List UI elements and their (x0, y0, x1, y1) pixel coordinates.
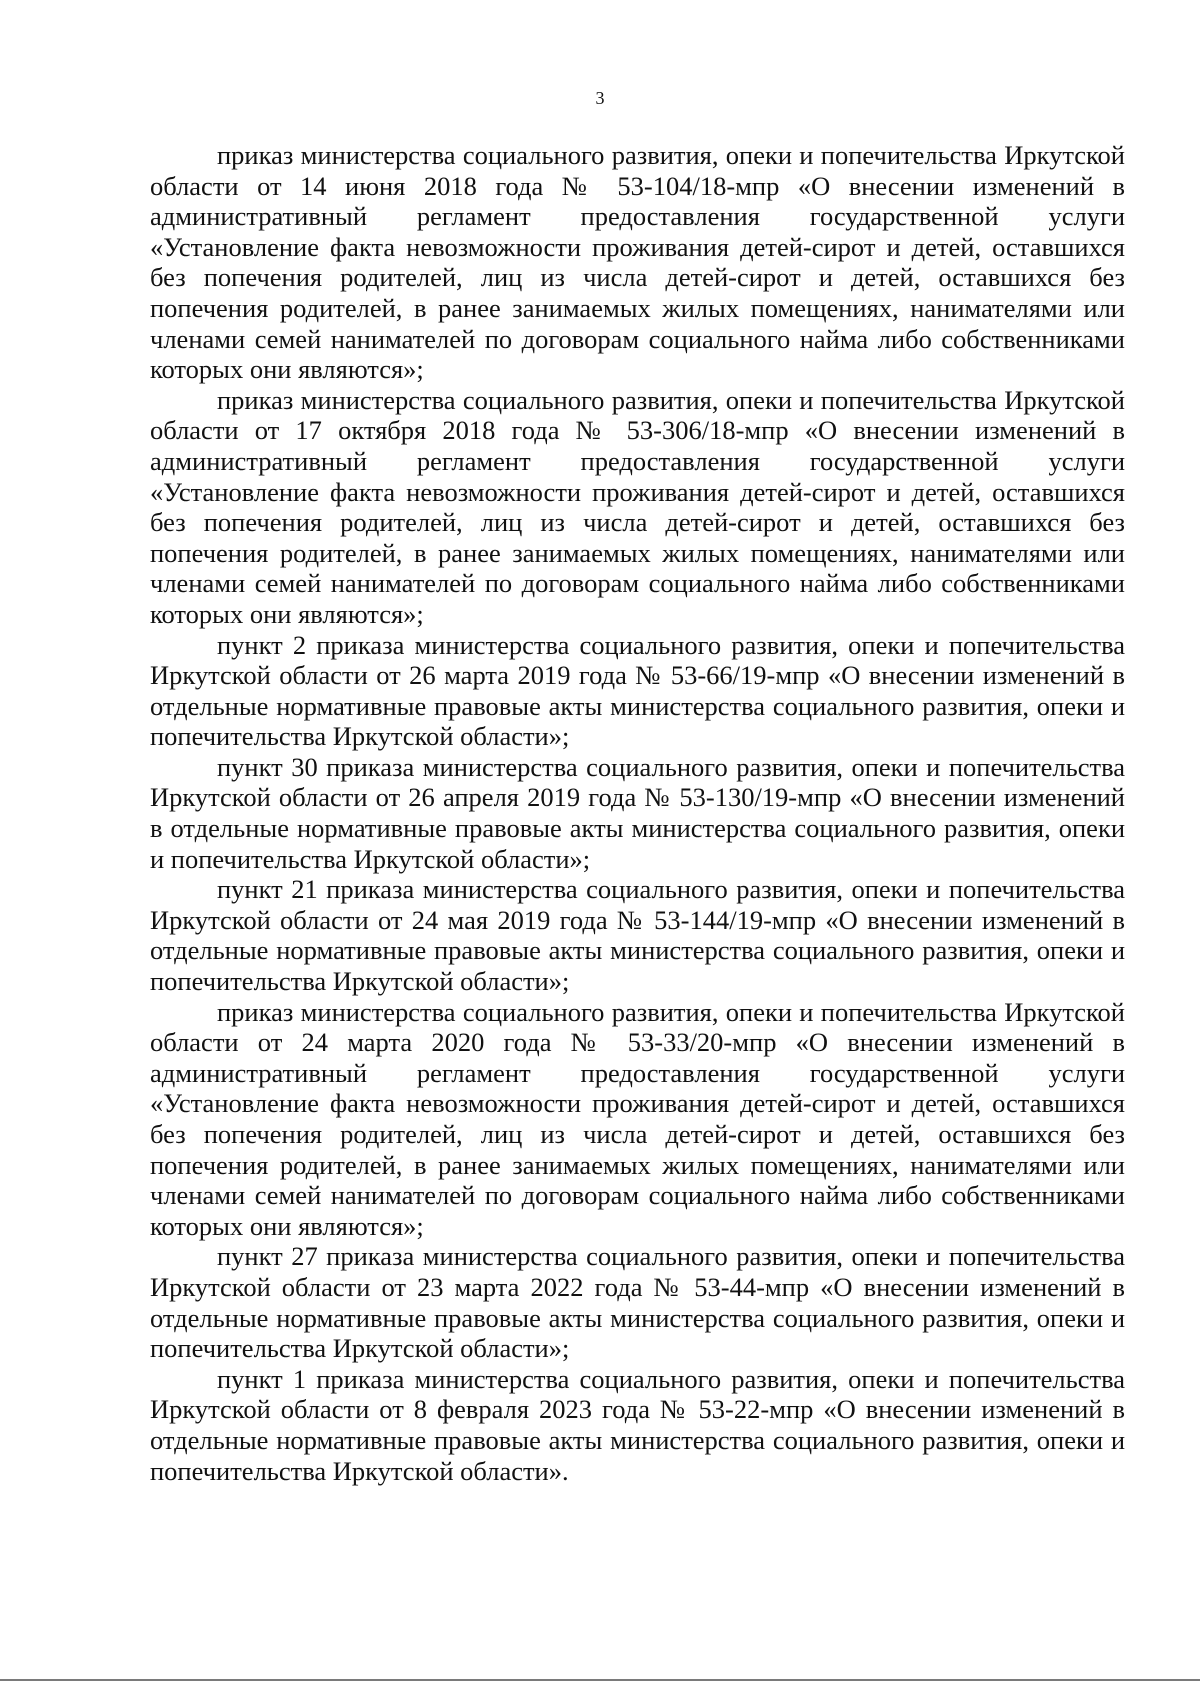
paragraph-order-2023-22: пункт 1 приказа министерства социального развития, опеки и попечительства Иркутской области от 8 февраля 2023 года № 53-22-мпр «О внесении изменений в отдельные нормативные правовые акты министерства социального развития, опеки и попечительства Иркутской области». (150, 1363, 1125, 1486)
paragraph-order-2019-130: пункт 30 приказа министерства социального развития, опеки и попечительства Иркутской области от 26 апреля 2019 года № 53-130/19-мпр «О внесении изменений в отдельные нормативные правовые акты министерства социального развития, опеки и попечительства Иркутской области»; (150, 751, 1125, 874)
paragraph-order-2018-306: приказ министерства социального развития, опеки и попечительства Иркутской области от 17 октября 2018 года № 53-306/18-мпр «О внесении изменений в административный регламент предоставления государственной услуги «Установление факта невозможности проживания детей-сирот и детей, оставшихся без попечения родителей, лиц из числа детей-сирот и детей, оставшихся без попечения родителей, в ранее занимаемых жилых помещениях, нанимателями или членами семей нанимателей по договорам социального найма либо собственниками которых они являются»; (150, 384, 1125, 629)
paragraph-order-2020-33: приказ министерства социального развития, опеки и попечительства Иркутской области от 24 марта 2020 года № 53-33/20-мпр «О внесении изменений в административный регламент предоставления государственной услуги «Установление факта невозможности проживания детей-сирот и детей, оставшихся без попечения родителей, лиц из числа детей-сирот и детей, оставшихся без попечения родителей, в ранее занимаемых жилых помещениях, нанимателями или членами семей нанимателей по договорам социального найма либо собственниками которых они являются»; (150, 996, 1125, 1241)
bottom-scan-edge-line (0, 1679, 1200, 1681)
paragraph-order-2019-144: пункт 21 приказа министерства социального развития, опеки и попечительства Иркутской области от 24 мая 2019 года № 53-144/19-мпр «О внесении изменений в отдельные нормативные правовые акты министерства социального развития, опеки и попечительства Иркутской области»; (150, 874, 1125, 997)
paragraph-order-2018-104: приказ министерства социального развития, опеки и попечительства Иркутской области от 14 июня 2018 года № 53-104/18-мпр «О внесении изменений в административный регламент предоставления государственной услуги «Установление факта невозможности проживания детей-сирот и детей, оставшихся без попечения родителей, лиц из числа детей-сирот и детей, оставшихся без попечения родителей, в ранее занимаемых жилых помещениях, нанимателями или членами семей нанимателей по договорам социального найма либо собственниками которых они являются»; (150, 140, 1125, 385)
paragraph-order-2019-66: пункт 2 приказа министерства социального развития, опеки и попечительства Иркутской области от 26 марта 2019 года № 53-66/19-мпр «О внесении изменений в отдельные нормативные правовые акты министерства социального развития, опеки и попечительства Иркутской области»; (150, 629, 1125, 752)
page-number: 3 (595, 88, 605, 108)
document-body (150, 140, 1125, 1486)
paragraph-order-2022-44: пункт 27 приказа министерства социального развития, опеки и попечительства Иркутской области от 23 марта 2022 года № 53-44-мпр «О внесении изменений в отдельные нормативные правовые акты министерства социального развития, опеки и попечительства Иркутской области»; (150, 1241, 1125, 1364)
